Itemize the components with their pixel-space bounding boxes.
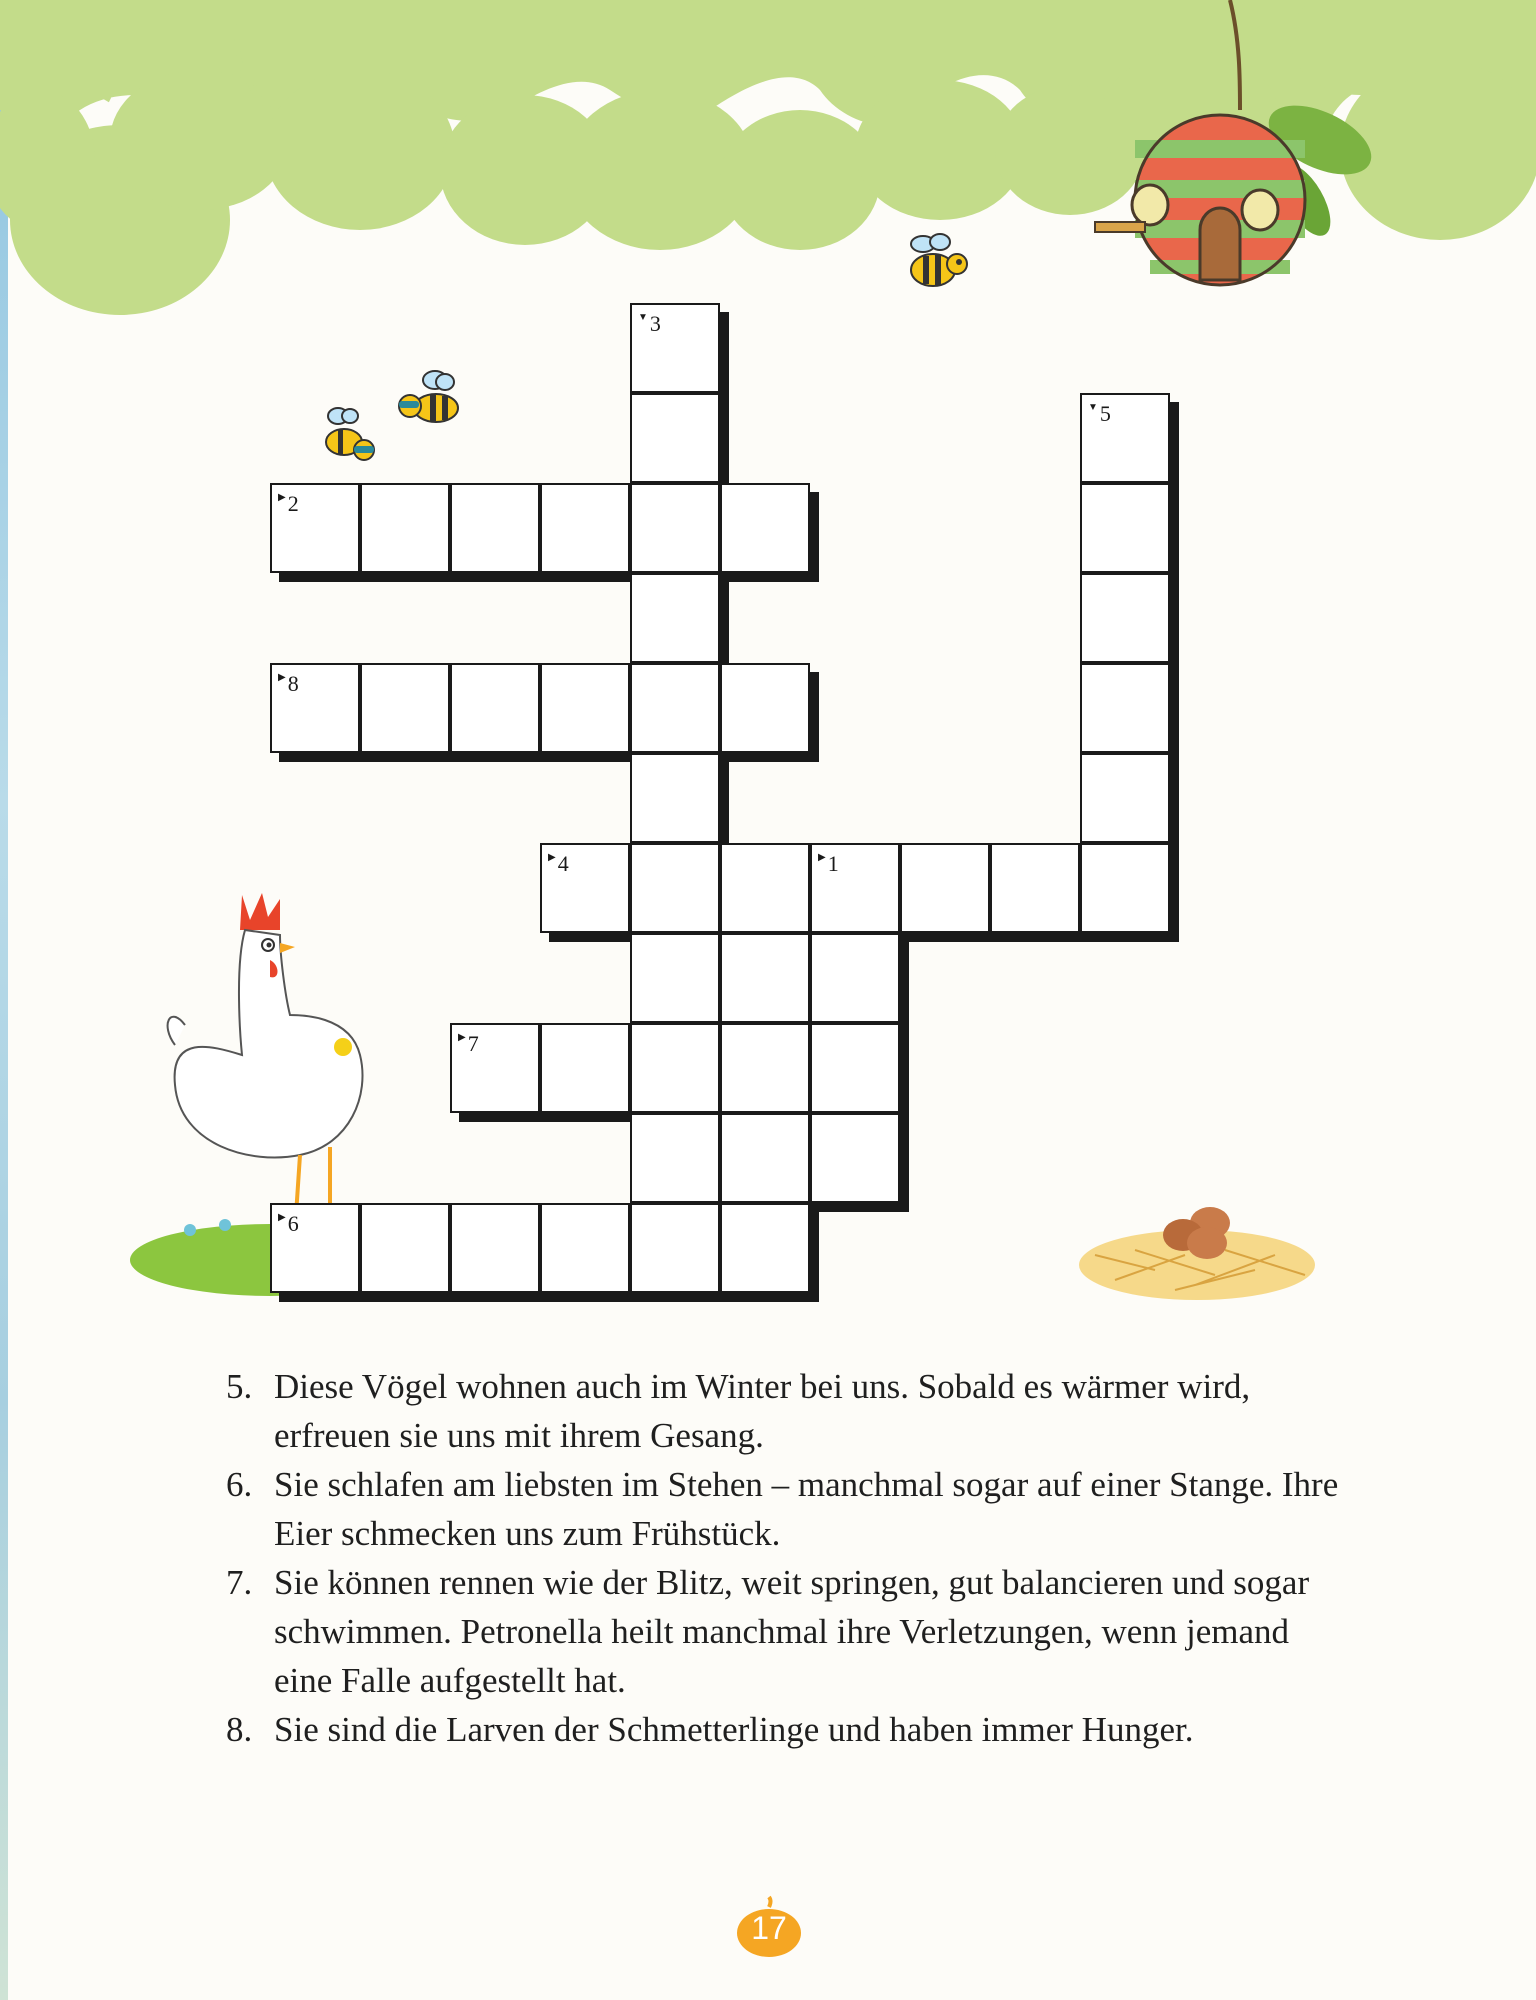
crossword-cell[interactable] <box>450 483 540 573</box>
arrow-down-icon: ▼ <box>1088 402 1098 413</box>
cell-clue-number <box>638 313 661 335</box>
crossword-cell[interactable] <box>360 483 450 573</box>
clue-number: 7. <box>226 1563 253 1602</box>
crossword-cell[interactable] <box>1080 393 1170 483</box>
clue-number: 6. <box>226 1465 253 1504</box>
clue-number: 5. <box>226 1367 253 1406</box>
crossword-cell[interactable] <box>810 1113 900 1203</box>
crossword-cell[interactable] <box>450 663 540 753</box>
clue-item <box>226 1362 1346 1460</box>
arrow-right-icon: ▶ <box>278 1212 286 1223</box>
crossword-cell[interactable] <box>720 843 810 933</box>
crossword-cell[interactable] <box>810 1023 900 1113</box>
arrow-right-icon: ▶ <box>278 672 286 683</box>
crossword-cell[interactable] <box>540 843 630 933</box>
crossword-cell[interactable] <box>1080 663 1170 753</box>
cell-number-text: 4 <box>557 851 569 876</box>
crossword-cell[interactable] <box>720 933 810 1023</box>
cell-clue-number <box>1088 403 1111 425</box>
cell-clue-number <box>818 853 839 875</box>
arrow-right-icon: ▶ <box>818 852 826 863</box>
crossword-cell[interactable] <box>360 1203 450 1293</box>
cell-clue-number <box>458 1033 479 1055</box>
cell-number-text: 6 <box>287 1211 299 1236</box>
crossword-cell[interactable] <box>270 1203 360 1293</box>
crossword-cell[interactable] <box>540 1023 630 1113</box>
crossword-cell[interactable] <box>810 933 900 1023</box>
clue-list <box>226 1362 1346 1754</box>
arrow-right-icon: ▶ <box>548 852 556 863</box>
crossword-cell[interactable] <box>630 843 720 933</box>
crossword-cell[interactable] <box>630 1203 720 1293</box>
crossword-cell[interactable] <box>630 1113 720 1203</box>
cell-clue-number <box>278 673 299 695</box>
crossword-cell[interactable] <box>720 1203 810 1293</box>
clue-text: Diese Vögel wohnen auch im Winter bei uns. Sobald es wärmer wird, erfreuen sie uns mit ihrem Gesang. <box>274 1367 1251 1455</box>
cell-number-text: 3 <box>649 311 661 336</box>
crossword-cell[interactable] <box>630 303 720 393</box>
crossword-cell[interactable] <box>360 663 450 753</box>
arrow-right-icon: ▶ <box>278 492 286 503</box>
cell-number-text: 7 <box>467 1031 479 1056</box>
clue-item <box>226 1705 1346 1754</box>
crossword-cell[interactable] <box>720 663 810 753</box>
page-number: 17 <box>751 1910 787 1946</box>
clue-item <box>226 1558 1346 1705</box>
crossword-cell[interactable] <box>630 753 720 843</box>
crossword-cell[interactable] <box>810 843 900 933</box>
crossword-cell[interactable] <box>540 1203 630 1293</box>
cell-number-text: 1 <box>827 851 839 876</box>
cell-clue-number <box>278 493 299 515</box>
crossword-cell[interactable] <box>450 1023 540 1113</box>
crossword-cell[interactable] <box>1080 483 1170 573</box>
crossword-cell[interactable] <box>630 933 720 1023</box>
crossword-cell[interactable] <box>270 663 360 753</box>
crossword-cell[interactable] <box>630 663 720 753</box>
crossword-cell[interactable] <box>990 843 1080 933</box>
clue-text: Sie können rennen wie der Blitz, weit springen, gut balancieren und sogar schwimmen. Petronella heilt manchmal ihre Verletzungen, wenn jemand eine Falle aufgestellt hat. <box>274 1563 1310 1700</box>
clue-item <box>226 1460 1346 1558</box>
crossword-cell[interactable] <box>270 483 360 573</box>
cell-number-text: 2 <box>287 491 299 516</box>
crossword-cell[interactable] <box>450 1203 540 1293</box>
crossword-cell[interactable] <box>630 393 720 483</box>
arrow-down-icon: ▼ <box>638 312 648 323</box>
clue-text: Sie schlafen am liebsten im Stehen – manchmal sogar auf einer Stange. Ihre Eier schmecken uns zum Frühstück. <box>274 1465 1339 1553</box>
crossword-cell[interactable] <box>540 483 630 573</box>
clue-text: Sie sind die Larven der Schmetterlinge und haben immer Hunger. <box>274 1710 1194 1749</box>
crossword-cell[interactable] <box>540 663 630 753</box>
crossword-cell[interactable] <box>1080 573 1170 663</box>
cell-clue-number <box>278 1213 299 1235</box>
crossword-cell[interactable] <box>630 483 720 573</box>
cell-number-text: 5 <box>1099 401 1111 426</box>
crossword-cell[interactable] <box>720 483 810 573</box>
crossword-cell[interactable] <box>630 573 720 663</box>
crossword-cell[interactable] <box>1080 753 1170 843</box>
cell-clue-number <box>548 853 569 875</box>
crossword-cell[interactable] <box>720 1113 810 1203</box>
crossword-cell[interactable] <box>630 1023 720 1113</box>
page-number-badge <box>736 1895 802 1957</box>
cell-number-text: 8 <box>287 671 299 696</box>
arrow-right-icon: ▶ <box>458 1032 466 1043</box>
crossword-cell[interactable] <box>900 843 990 933</box>
crossword-cell[interactable] <box>1080 843 1170 933</box>
crossword-cell[interactable] <box>720 1023 810 1113</box>
clue-number: 8. <box>226 1710 253 1749</box>
